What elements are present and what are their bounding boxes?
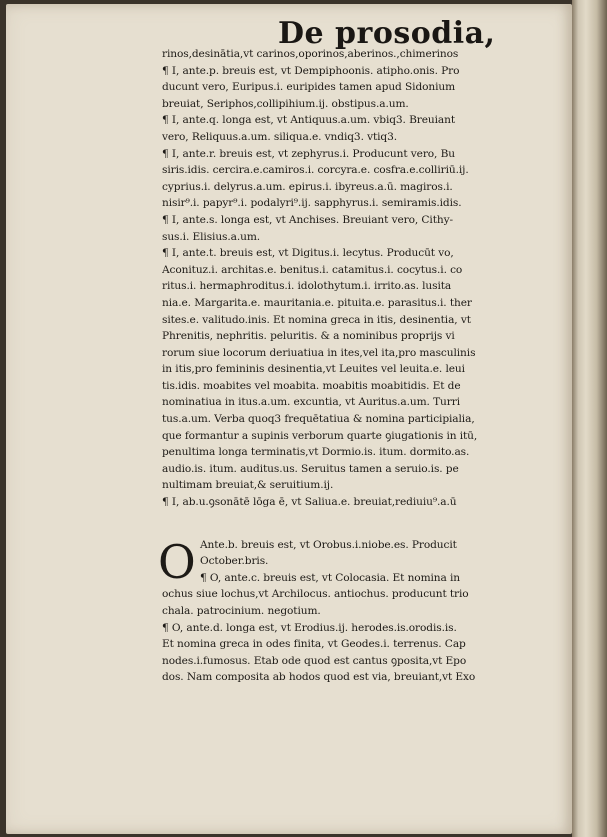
text-line: penultima longa terminatis,vt Dormio.is. itum. dormito.as. xyxy=(162,446,470,459)
text-line: Ante.b. breuis est, vt Orobus.i.niobe.es. Producit xyxy=(200,538,457,551)
text-line: ¶ I, ante.t. breuis est, vt Digitus.i. lecytus. Producūt vo, xyxy=(162,247,454,260)
text-line: ochus siue lochus,vt Archilocus. antiochus. producunt trio xyxy=(162,588,469,601)
section-i-2 xyxy=(162,245,550,494)
text-line: Phrenitis, nephritis. peluritis. & a nominibus proprijs vi xyxy=(162,330,455,343)
text-line: nia.e. Margarita.e. mauritania.e. pituita.e. parasitus.i. ther xyxy=(162,296,472,309)
text-line: siris.idis. cercira.e.camiros.i. corcyra.e. cosfra.e.colliriū.ij. xyxy=(162,164,469,177)
text-line: rorum siue locorum deriuatiua in ites,vel ita,pro masculinis xyxy=(162,346,476,359)
body-text xyxy=(158,46,550,686)
text-line: cyprius.i. delyrus.a.um. epirus.i. ibyreus.a.ū. magiros.i. xyxy=(162,180,453,193)
text-line: ¶ I, ante.p. breuis est, vt Dempiphoonis. atipho.onis. Pro xyxy=(162,64,460,77)
text-line: ¶ I, ab.u.ꝯsonātē lōga ē, vt Saliua.e. breuiat,rediuiu⁹.a.ū xyxy=(162,496,457,509)
running-header: De prosodia, xyxy=(278,16,496,51)
text-line: nisir⁹.i. papyr⁹.i. podalyri⁹.ij. sapphyrus.i. semiramis.idis. xyxy=(162,197,462,210)
text-line: Aconituz.i. architas.e. benitus.i. catamitus.i. cocytus.i. co xyxy=(162,263,463,276)
text-line: tis.idis. moabites vel moabita. moabitis moabitidis. Et de xyxy=(162,379,461,392)
text-line: rinos,desinātia,vt carinos,oporinos,aberinos.,chimerinos xyxy=(162,48,459,60)
section-i-3 xyxy=(162,494,550,511)
text-line: Et nomina greca in odes finita, vt Geodes.i. terrenus. Cap xyxy=(162,638,466,651)
text-line: ¶ I, ante.r. breuis est, vt zephyrus.i. Producunt vero, Bu xyxy=(162,147,456,160)
text-line: ¶ I, ante.q. longa est, vt Antiquus.a.um. vbiq3. Breuiant xyxy=(162,114,456,127)
text-line: nultimam breuiat,& seruitium.ij. xyxy=(162,479,334,492)
text-line: chala. patrocinium. negotium. xyxy=(162,605,321,617)
section-i-1 xyxy=(162,46,550,245)
text-line: ¶ O, ante.c. breuis est, vt Colocasia. Et nomina in xyxy=(200,571,461,584)
text-line: breuiat, Seriphos,collipihium.ij. obstipus.a.um. xyxy=(162,97,409,110)
text-line: sus.i. Elisius.a.um. xyxy=(162,230,261,243)
text-line: sites.e. valitudo.inis. Et nomina greca in itis, desinentia, vt xyxy=(162,313,471,326)
drop-cap: O xyxy=(158,534,196,589)
text-line: ¶ I, ante.s. longa est, vt Anchises. Breuiant vero, Cithy- xyxy=(162,213,453,226)
text-line: vero, Reliquus.a.um. siliqua.e. vndiq3. vtiq3. xyxy=(162,130,398,143)
text-line: in itis,pro femininis desinentia,vt Leuites vel leuita.e. leui xyxy=(162,363,465,376)
text-line: ducunt vero, Euripus.i. euripides tamen apud Sidonium xyxy=(162,81,456,94)
book-spine xyxy=(572,0,607,837)
book-page xyxy=(6,4,572,834)
text-line: audio.is. itum. auditus.us. Seruitus tamen a seruio.is. pe xyxy=(162,462,459,475)
text-line: October.bris. xyxy=(200,555,269,568)
text-line: nodes.i.fumosus. Etab ode quod est cantus ꝯposita,vt Epo xyxy=(162,654,467,667)
text-line: ritus.i. hermaphroditus.i. idolothytum.i. irrito.as. lusita xyxy=(162,280,452,293)
text-line: dos. Nam composita ab hodos quod est via, breuiant,vt Exo xyxy=(162,671,476,684)
text-line: ¶ O, ante.d. longa est, vt Erodius.ij. herodes.is.orodis.is. xyxy=(162,621,457,634)
text-line: tus.a.um. Verba quoq3 frequētatiua & nomina participialia, xyxy=(162,413,475,426)
section-gap xyxy=(162,511,550,537)
text-line: nominatiua in itus.a.um. excuntia, vt Auritus.a.um. Turri xyxy=(162,396,460,409)
text-line: que formantur a supinis verborum quarte ꝯiugationis in itū, xyxy=(162,429,478,442)
section-o xyxy=(158,534,550,686)
